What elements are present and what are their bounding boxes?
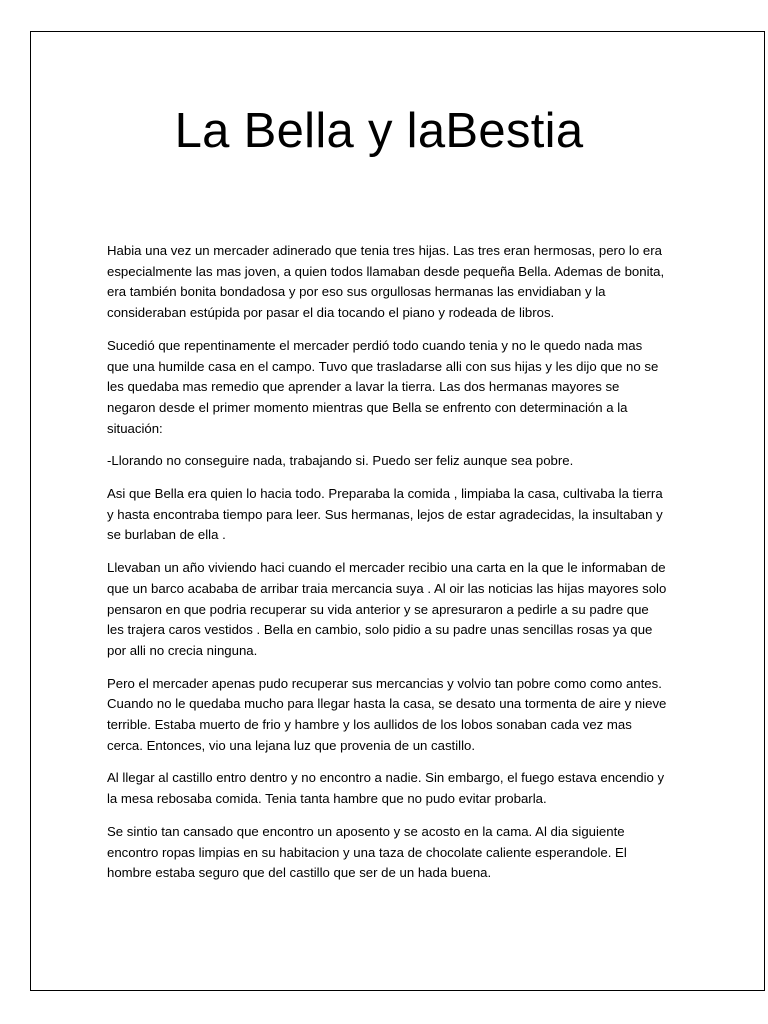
paragraph-6: Pero el mercader apenas pudo recuperar sus mercancias y volvio tan pobre como como antes. Cuando no le quedaba mucho para llegar hasta la casa, se desato una tormenta de aire y nieve terrible. Estaba muerto de frio y hambre y los aullidos de los lobos sonaban cada vez mas cerca. Entonces, vio una lejana luz que provenia de un castillo. (107, 675, 667, 753)
paragraph-3: -Llorando no conseguire nada, trabajando si. Puedo ser feliz aunque sea pobre. (107, 453, 574, 469)
story-body (107, 241, 667, 896)
paragraph-2: Sucedió que repentinamente el mercader perdió todo cuando tenia y no le quedo nada mas que una humilde casa en el campo. Tuvo que trasladarse alli con sus hijas y les dijo que no se les quedaba mas remedio que aprender a lavar la tierra. Las dos hermanas mayores se negaron desde el primer momento mientras que Bella se enfrento con determinación a la situación: (107, 337, 659, 436)
paragraph-5: Llevaban un año viviendo haci cuando el mercader recibio una carta en la que le informaban de que un barco acababa de arribar traia mercancia suya . Al oir las noticias las hijas mayores solo pensaron en que podria recuperar su vida anterior y se apresuraron a pedirle a su padre que les trajera caros vestidos . Bella en cambio, solo pidio a su padre unas sencillas rosas ya que por alli no crecia ninguna. (107, 560, 667, 658)
paragraph-4: Asi que Bella era quien lo hacia todo. Preparaba la comida , limpiaba la casa, cultivaba la tierra y hasta encontraba tiempo para leer. Sus hermanas, lejos de estar agradecidas, la insultaban y se burlaban de ella . (107, 486, 663, 543)
page-title: La Bella y laBestia (174, 104, 584, 158)
paragraph-7: Al llegar al castillo entro dentro y no encontro a nadie. Sin embargo, el fuego estava encendio y la mesa rebosaba comida. Tenia tanta hambre que no pudo evitar probarla. (107, 770, 665, 807)
paragraph-8: Se sintio tan cansado que encontro un aposento y se acosto en la cama. Al dia siguiente encontro ropas limpias en su habitacion y una taza de chocolate caliente esperandole. El hombre estaba seguro que del castillo que ser de un hada buena. (107, 823, 627, 881)
paragraph-1: Habia una vez un mercader adinerado que tenia tres hijas. Las tres eran hermosas, pero lo era especialmente las mas joven, a quien todos llamaban desde pequeña Bella. Ademas de bonita, era también bonita bondadosa y por eso sus orgullosas hermanas las envidiaban y la consideraban estúpida por pasar el dia tocando el piano y rodeada de libros. (107, 243, 665, 321)
